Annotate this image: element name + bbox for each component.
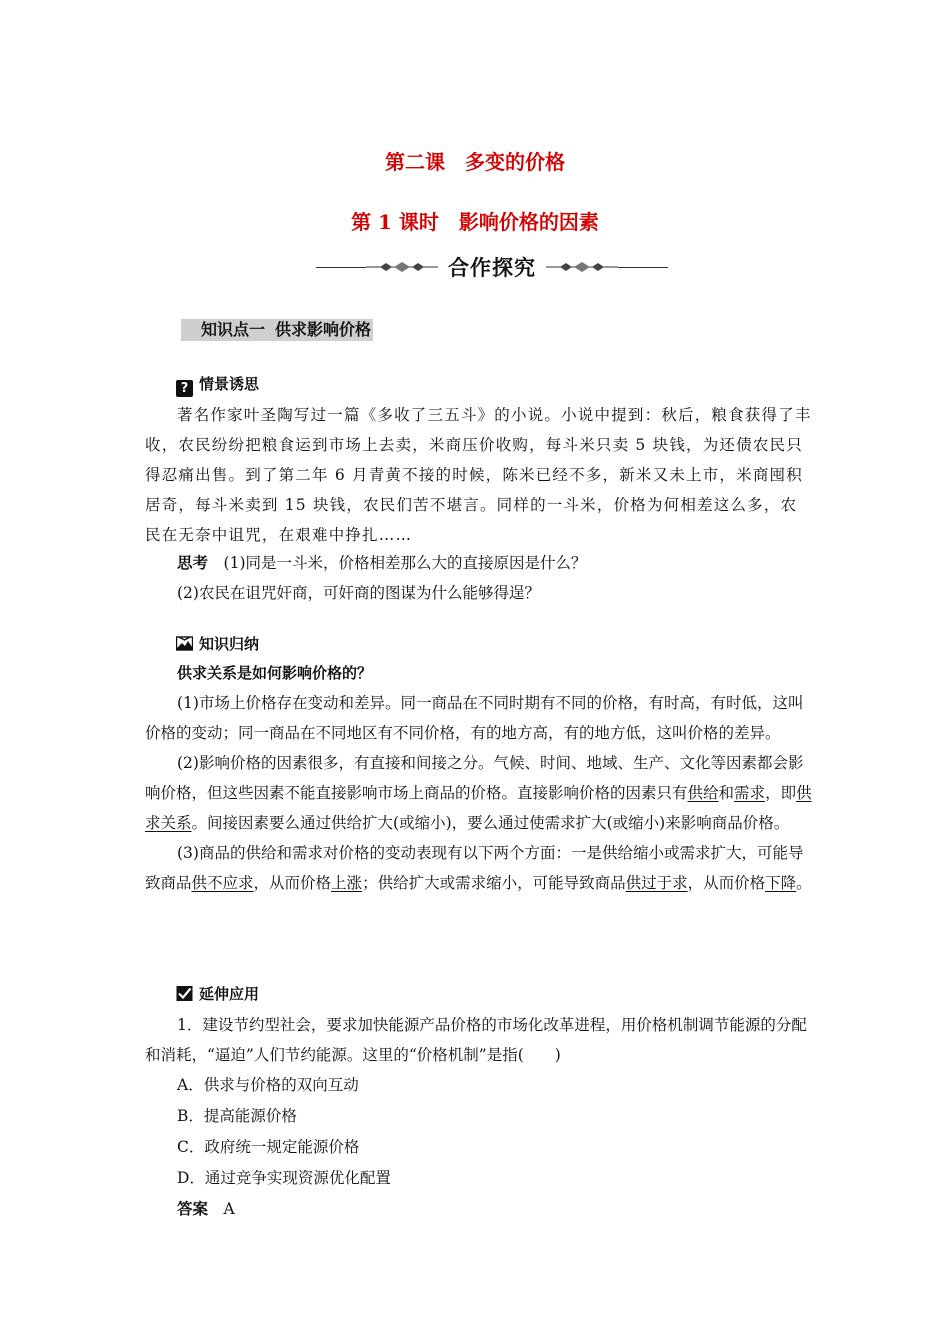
application-heading-text: 延伸应用 [199,985,260,1003]
knowledge-point-header [181,319,373,341]
ornament-icon [366,261,438,273]
book-icon [176,635,193,652]
think-question-1 [145,548,845,578]
think-question-2: (2)农民在诅咒奸商，可奸商的图谋为什么能够得逞？ [177,584,540,602]
option-c: C．政府统一规定能源价格 [177,1138,360,1156]
summary-point-1: (1)市场上价格存在变动和差异。同一商品在不同时期有不同的价格，有时高，有时低，这叫价格的变动；同一商品在不同地区有不同价格，有的地方高，有的地方低，这叫价格的差异。 [145,694,804,742]
question-text: 1．建设节约型社会，要求加快能源产品价格的市场化改革进程，用价格机制调节能源的分配和消耗，“逼迫”人们节约能源。这里的“价格机制”是指( ) [145,1016,807,1064]
keyword-rise: 上涨 [331,874,363,892]
keyword-supply: 供给 [687,784,719,802]
keyword-fall: 下降 [765,874,797,892]
option-d: D．通过竞争实现资源优化配置 [177,1169,391,1187]
summary-heading [176,634,259,654]
story-text: 著名作家叶圣陶写过一篇《多收了三五斗》的小说。小说中提到：秋后，粮食获得了丰收，农民纷纷把粮食运到市场上去卖，米商压价收购，每斗米只卖 5 块钱，为还债农民只得忍痛出售。到了第二年 6 月青黄不接的时候，陈米已经不多，新米又未上市，米商囤积居奇，每斗米卖到 15 块钱，农民们苦不堪言。同样的一斗米，价格为何相差这么多，农民在无奈中诅咒，在艰难中挣扎…… [145,406,812,544]
keyword-shortage: 供不应求 [191,874,254,892]
lesson-title: 第二课 多变的价格 [385,150,565,174]
scenario-story [145,400,813,550]
question-mark-icon: ? [176,380,193,397]
summary-body [145,688,813,898]
keyword-surplus: 供过于求 [625,874,688,892]
question-1-text: (1)同是一斗米，价格相差那么大的直接原因是什么？ [223,554,587,572]
ornament-icon [546,261,618,273]
application-heading [176,984,259,1004]
answer-line [145,1194,845,1224]
banner-divider-left [316,267,366,268]
option-b: B．提高能源价格 [177,1107,297,1125]
knowledge-point-title: 供求影响价格 [275,320,372,339]
keyword-demand: 需求 [734,784,766,802]
checkmark-icon [176,985,193,1002]
scenario-heading [176,374,259,394]
summary-question: 供求关系是如何影响价格的？ [177,664,373,682]
banner-divider-right [618,267,668,268]
period-title: 第 1 课时 影响价格的因素 [351,210,599,234]
section-banner [316,252,668,282]
summary-heading-text: 知识归纳 [199,635,260,653]
banner-title: 合作探究 [448,256,536,280]
think-label: 思考 [177,553,209,572]
knowledge-point-label: 知识点一 [201,320,266,339]
answer-value: A [223,1200,235,1218]
option-a: A．供求与价格的双向互动 [177,1076,359,1094]
summary-point-3: (3)商品的供给和需求对价格的变动表现有以下两个方面：一是供给缩小或需求扩大，可能导致商品供不应求，从而价格上涨；供给扩大或需求缩小，可能导致商品供过于求，从而价格下降。 [145,844,812,892]
scenario-heading-text: 情景诱思 [199,375,260,393]
keyword-supply-demand: 供求关系 [145,784,812,832]
answer-label: 答案 [177,1199,209,1218]
application-question [145,1010,813,1070]
summary-point-2: (2)影响价格的因素很多，有直接和间接之分。气候、时间、地域、生产、文化等因素都会影响价格，但这些因素不能直接影响市场上商品的价格。直接影响价格的因素只有供给和需求，即供求关系。间接因素要么通过供给扩大(或缩小)，要么通过使需求扩大(或缩小)来影响商品价格。 [145,754,812,832]
